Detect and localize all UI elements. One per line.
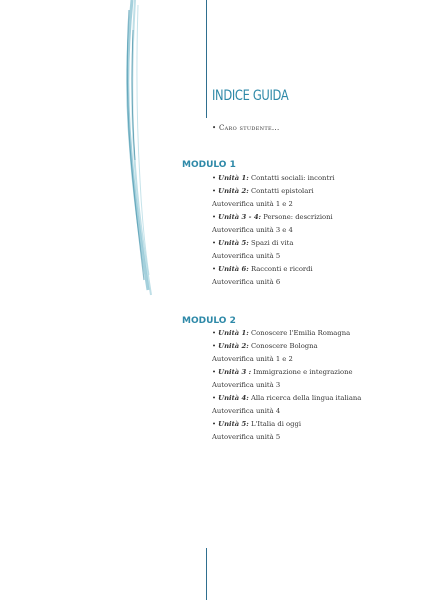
bullet: • [212,394,219,402]
unit-title: Spazi di vita [248,239,294,247]
self-check-entry[interactable]: Autoverifica unità 3 e 4 [212,226,293,234]
self-check-entry[interactable]: Autoverifica unità 5 [212,252,281,260]
unit-label: Unità 4: [218,394,249,402]
unit-entry[interactable] [212,172,335,185]
unit-title: Contatti epistolari [248,187,314,195]
intro-entry[interactable]: • Caro studente... [212,124,280,132]
unit-entry[interactable] [212,418,361,431]
unit-title: Alla ricerca della lingua italiana [248,394,362,402]
unit-label: Unità 1: [218,329,249,337]
unit-entry[interactable] [212,327,361,340]
unit-title: Conoscere l'Emilia Romagna [248,329,351,337]
self-check-entry[interactable]: Autoverifica unità 1 e 2 [212,355,293,363]
self-check-entry[interactable]: Autoverifica unità 1 e 2 [212,200,293,208]
module-2-heading: MODULO 2 [182,316,236,326]
bullet: • [212,239,219,247]
unit-title: Conoscere Bologna [248,342,318,350]
bullet: • [212,342,219,350]
bullet: • [212,187,219,195]
self-check-entry[interactable]: Autoverifica unità 3 [212,381,281,389]
unit-label: Unità 5: [218,239,249,247]
bullet: • [212,368,219,376]
unit-entry[interactable] [212,263,335,276]
unit-label: Unità 3 : [218,368,252,376]
bullet: • [212,329,219,337]
bullet: • [212,265,219,273]
unit-title: Persone: descrizioni [261,213,333,221]
unit-entry[interactable] [212,392,361,405]
module-2-list [212,327,361,444]
unit-label: Unità 1: [218,174,249,182]
unit-label: Unità 2: [218,342,249,350]
bullet: • [212,420,219,428]
module-1-heading: MODULO 1 [182,160,236,170]
unit-label: Unità 3 - 4: [218,213,262,221]
vertical-rule-bottom [206,548,207,600]
vertical-rule-top [206,0,207,118]
self-check-entry[interactable]: Autoverifica unità 4 [212,407,281,415]
unit-title: Immigrazione e integrazione [251,368,353,376]
unit-entry[interactable] [212,366,361,379]
unit-label: Unità 5: [218,420,249,428]
self-check-entry[interactable]: Autoverifica unità 5 [212,433,281,441]
unit-entry[interactable] [212,185,335,198]
bullet: • [212,213,219,221]
unit-entry[interactable] [212,237,335,250]
self-check-entry[interactable]: Autoverifica unità 6 [212,278,281,286]
unit-label: Unità 2: [218,187,249,195]
unit-title: Contatti sociali: incontri [248,174,335,182]
unit-label: Unità 6: [218,265,249,273]
bullet: • [212,174,219,182]
decorative-brush-stroke [118,0,158,300]
unit-title: L'Italia di oggi [248,420,302,428]
unit-title: Racconti e ricordi [248,265,313,273]
page-title: INDICE GUIDA [212,88,289,104]
module-1-list [212,172,335,289]
unit-entry[interactable] [212,340,361,353]
unit-entry[interactable] [212,211,335,224]
